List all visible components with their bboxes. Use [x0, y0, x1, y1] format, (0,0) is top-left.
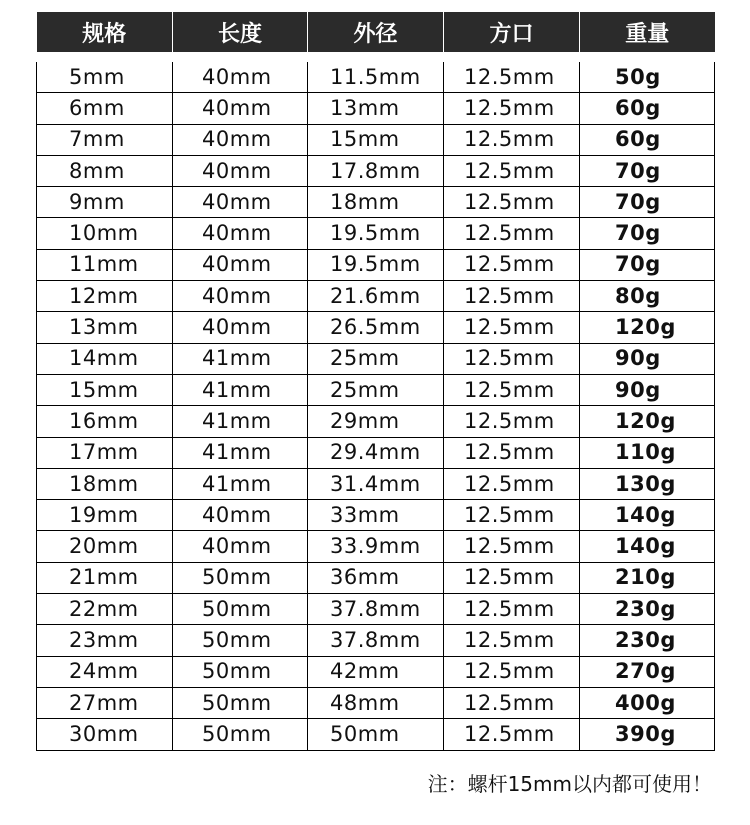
table-row — [37, 93, 715, 124]
weight-cell: 90g — [580, 343, 715, 374]
table-row — [37, 625, 715, 656]
spec-cell: 12mm — [37, 281, 173, 312]
table-row — [37, 656, 715, 687]
spec-cell: 5mm — [37, 57, 173, 93]
outer-diameter-cell: 21.6mm — [308, 281, 444, 312]
table-row — [37, 124, 715, 155]
length-cell: 40mm — [173, 531, 308, 562]
square-drive-cell: 12.5mm — [444, 687, 580, 718]
outer-diameter-cell: 25mm — [308, 374, 444, 405]
outer-diameter-cell: 15mm — [308, 124, 444, 155]
spec-cell: 27mm — [37, 687, 173, 718]
square-drive-cell: 12.5mm — [444, 124, 580, 155]
square-drive-cell: 12.5mm — [444, 437, 580, 468]
weight-cell: 120g — [580, 406, 715, 437]
square-drive-cell: 12.5mm — [444, 281, 580, 312]
weight-cell: 230g — [580, 594, 715, 625]
square-drive-cell: 12.5mm — [444, 343, 580, 374]
weight-cell: 60g — [580, 93, 715, 124]
weight-cell: 270g — [580, 656, 715, 687]
header-spec: 规格 — [37, 12, 173, 57]
outer-diameter-cell: 42mm — [308, 656, 444, 687]
length-cell: 40mm — [173, 155, 308, 186]
spec-cell: 6mm — [37, 93, 173, 124]
length-cell: 41mm — [173, 468, 308, 499]
outer-diameter-cell: 31.4mm — [308, 468, 444, 499]
spec-cell: 21mm — [37, 562, 173, 593]
square-drive-cell: 12.5mm — [444, 625, 580, 656]
outer-diameter-cell: 36mm — [308, 562, 444, 593]
length-cell: 50mm — [173, 625, 308, 656]
spec-cell: 19mm — [37, 500, 173, 531]
length-cell: 50mm — [173, 687, 308, 718]
length-cell: 41mm — [173, 437, 308, 468]
length-cell: 50mm — [173, 594, 308, 625]
length-cell: 50mm — [173, 719, 308, 750]
table-row — [37, 562, 715, 593]
weight-cell: 390g — [580, 719, 715, 750]
table-body — [37, 57, 715, 750]
spec-cell: 8mm — [37, 155, 173, 186]
header-square-drive: 方口 — [444, 12, 580, 57]
header-outer-diameter: 外径 — [308, 12, 444, 57]
square-drive-cell: 12.5mm — [444, 374, 580, 405]
weight-cell: 130g — [580, 468, 715, 499]
spec-cell: 11mm — [37, 249, 173, 280]
length-cell: 41mm — [173, 374, 308, 405]
weight-cell: 140g — [580, 531, 715, 562]
spec-cell: 13mm — [37, 312, 173, 343]
spec-cell: 18mm — [37, 468, 173, 499]
outer-diameter-cell: 48mm — [308, 687, 444, 718]
length-cell: 40mm — [173, 500, 308, 531]
square-drive-cell: 12.5mm — [444, 468, 580, 499]
square-drive-cell: 12.5mm — [444, 594, 580, 625]
outer-diameter-cell: 19.5mm — [308, 249, 444, 280]
weight-cell: 110g — [580, 437, 715, 468]
weight-cell: 70g — [580, 187, 715, 218]
header-weight: 重量 — [580, 12, 715, 57]
length-cell: 41mm — [173, 343, 308, 374]
spec-cell: 9mm — [37, 187, 173, 218]
square-drive-cell: 12.5mm — [444, 312, 580, 343]
weight-cell: 50g — [580, 57, 715, 93]
table-row — [37, 500, 715, 531]
table-row — [37, 719, 715, 750]
weight-cell: 140g — [580, 500, 715, 531]
table-row — [37, 374, 715, 405]
length-cell: 40mm — [173, 93, 308, 124]
outer-diameter-cell: 11.5mm — [308, 57, 444, 93]
length-cell: 40mm — [173, 281, 308, 312]
outer-diameter-cell: 13mm — [308, 93, 444, 124]
length-cell: 40mm — [173, 312, 308, 343]
spec-cell: 15mm — [37, 374, 173, 405]
length-cell: 40mm — [173, 187, 308, 218]
outer-diameter-cell: 29mm — [308, 406, 444, 437]
outer-diameter-cell: 17.8mm — [308, 155, 444, 186]
spec-cell: 30mm — [37, 719, 173, 750]
outer-diameter-cell: 19.5mm — [308, 218, 444, 249]
spec-cell: 14mm — [37, 343, 173, 374]
square-drive-cell: 12.5mm — [444, 218, 580, 249]
outer-diameter-cell: 25mm — [308, 343, 444, 374]
square-drive-cell: 12.5mm — [444, 719, 580, 750]
spec-cell: 7mm — [37, 124, 173, 155]
table-row — [37, 687, 715, 718]
table-row — [37, 187, 715, 218]
square-drive-cell: 12.5mm — [444, 562, 580, 593]
outer-diameter-cell: 37.8mm — [308, 625, 444, 656]
outer-diameter-cell: 50mm — [308, 719, 444, 750]
length-cell: 50mm — [173, 656, 308, 687]
table-row — [37, 531, 715, 562]
square-drive-cell: 12.5mm — [444, 155, 580, 186]
table-row — [37, 343, 715, 374]
spec-cell: 23mm — [37, 625, 173, 656]
weight-cell: 400g — [580, 687, 715, 718]
weight-cell: 70g — [580, 218, 715, 249]
square-drive-cell: 12.5mm — [444, 406, 580, 437]
header-row — [37, 12, 715, 57]
length-cell: 40mm — [173, 57, 308, 93]
outer-diameter-cell: 37.8mm — [308, 594, 444, 625]
outer-diameter-cell: 26.5mm — [308, 312, 444, 343]
weight-cell: 210g — [580, 562, 715, 593]
table-row — [37, 594, 715, 625]
square-drive-cell: 12.5mm — [444, 656, 580, 687]
weight-cell: 60g — [580, 124, 715, 155]
table-row — [37, 468, 715, 499]
table-row — [37, 249, 715, 280]
weight-cell: 70g — [580, 249, 715, 280]
length-cell: 41mm — [173, 406, 308, 437]
square-drive-cell: 12.5mm — [444, 57, 580, 93]
weight-cell: 230g — [580, 625, 715, 656]
square-drive-cell: 12.5mm — [444, 500, 580, 531]
spec-table — [36, 12, 715, 751]
table-row — [37, 155, 715, 186]
table-row — [37, 406, 715, 437]
footnote: 注：螺杆15mm以内都可使用！ — [427, 772, 712, 796]
spec-cell: 20mm — [37, 531, 173, 562]
spec-cell: 24mm — [37, 656, 173, 687]
weight-cell: 70g — [580, 155, 715, 186]
square-drive-cell: 12.5mm — [444, 249, 580, 280]
header-length: 长度 — [173, 12, 308, 57]
table-row — [37, 312, 715, 343]
weight-cell: 90g — [580, 374, 715, 405]
square-drive-cell: 12.5mm — [444, 93, 580, 124]
table-row — [37, 218, 715, 249]
spec-cell: 10mm — [37, 218, 173, 249]
table-row — [37, 437, 715, 468]
outer-diameter-cell: 33mm — [308, 500, 444, 531]
weight-cell: 80g — [580, 281, 715, 312]
weight-cell: 120g — [580, 312, 715, 343]
spec-cell: 22mm — [37, 594, 173, 625]
square-drive-cell: 12.5mm — [444, 187, 580, 218]
table-row — [37, 281, 715, 312]
outer-diameter-cell: 29.4mm — [308, 437, 444, 468]
square-drive-cell: 12.5mm — [444, 531, 580, 562]
length-cell: 40mm — [173, 124, 308, 155]
length-cell: 40mm — [173, 218, 308, 249]
length-cell: 40mm — [173, 249, 308, 280]
table-row — [37, 57, 715, 93]
spec-cell: 17mm — [37, 437, 173, 468]
spec-cell: 16mm — [37, 406, 173, 437]
length-cell: 50mm — [173, 562, 308, 593]
outer-diameter-cell: 33.9mm — [308, 531, 444, 562]
outer-diameter-cell: 18mm — [308, 187, 444, 218]
